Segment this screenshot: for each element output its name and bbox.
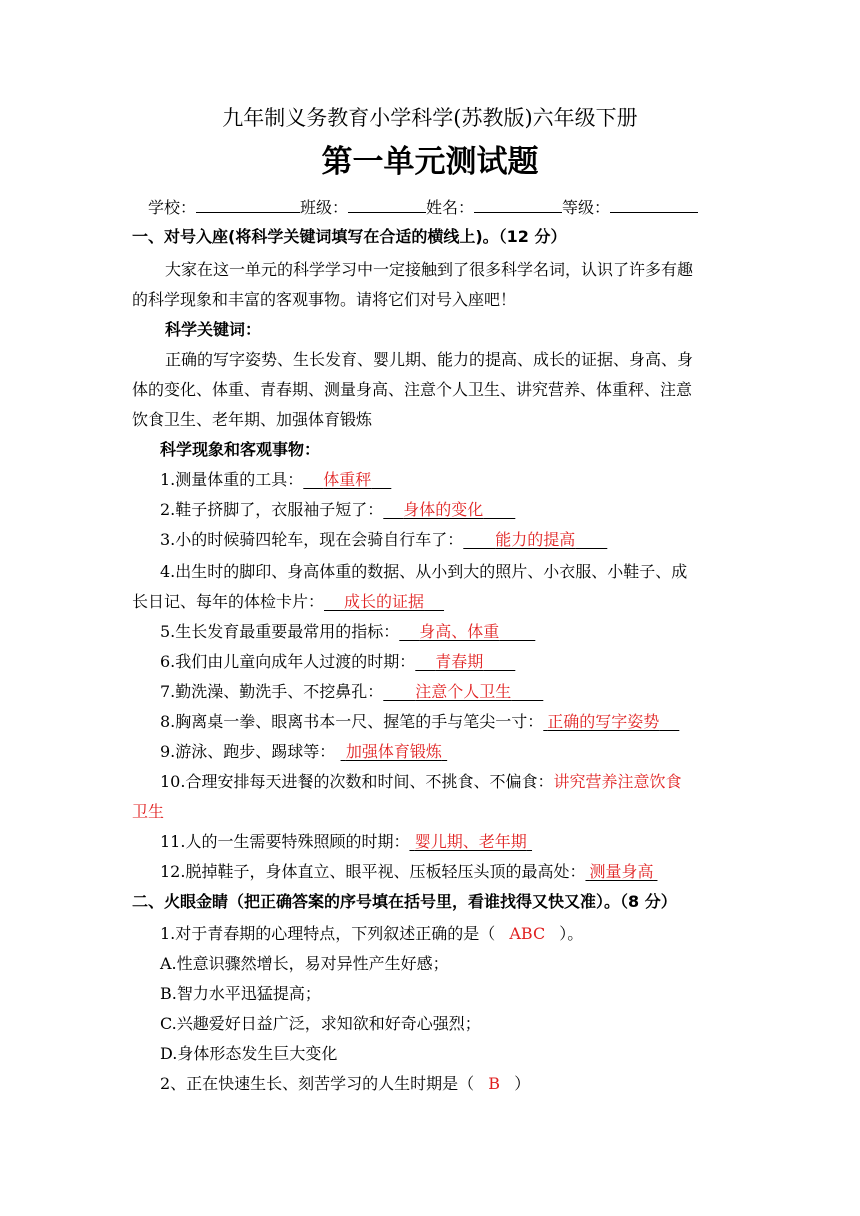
grade-blank[interactable]: [610, 195, 698, 213]
question-text: 10.合理安排每天进餐的次数和时间、不挑食、不偏食：: [160, 772, 554, 791]
question-9: [160, 741, 447, 763]
question-text: 2、正在快速生长、刻苦学习的人生时期是（: [160, 1074, 475, 1093]
question-text: 3.小的时候骑四轮车，现在会骑自行车了：: [160, 530, 464, 549]
keywords-line2: 体的变化、体重、青春期、测量身高、注意个人卫生、讲究营养、体重秤、注意: [132, 380, 693, 399]
question-text: 11.人的一生需要特殊照顾的时期：: [160, 832, 410, 851]
answer-text[interactable]: 讲究营养注意饮食: [553, 772, 682, 791]
question-4: [132, 591, 444, 613]
question-text: 8.胸离桌一拳、眼离书本一尺、握笔的手与笔尖一寸：: [160, 712, 544, 731]
answer-text[interactable]: ABC: [509, 924, 546, 943]
answer-text[interactable]: 成长的证据: [344, 592, 425, 611]
answer-text[interactable]: 正确的写字姿势: [547, 712, 660, 731]
student-info-line: [148, 195, 698, 219]
name-blank[interactable]: [474, 195, 562, 213]
question-1: [160, 469, 391, 491]
answer-text[interactable]: 体重秤: [323, 470, 372, 489]
section2-question-1: [160, 923, 583, 945]
keywords-line3: 饮食卫生、老年期、加强体育锻炼: [132, 410, 373, 429]
keywords-heading: 科学关键词：: [165, 320, 262, 339]
question-10: [160, 771, 681, 793]
grade-label: 等级：: [562, 198, 611, 217]
question-6: [160, 651, 515, 673]
question-text: 1.对于青春期的心理特点，下列叙述正确的是（: [160, 924, 496, 943]
phenomena-heading: 科学现象和客观事物：: [160, 440, 321, 459]
option-a: A.性意识骤然增长，易对异性产生好感；: [160, 954, 449, 973]
question-10-answer-line2: 卫生: [132, 802, 165, 821]
keywords-line1: 正确的写字姿势、生长发育、婴儿期、能力的提高、成长的证据、身高、身: [165, 350, 694, 369]
answer-text[interactable]: 注意个人卫生: [415, 682, 512, 701]
question-end: ）。: [559, 924, 584, 943]
option-c: C.兴趣爱好日益广泛，求知欲和好奇心强烈；: [160, 1014, 481, 1033]
question-text: 9.游泳、跑步、踢球等：: [160, 742, 336, 761]
class-blank[interactable]: [348, 195, 426, 213]
question-text: 长日记、每年的体检卡片：: [132, 592, 325, 611]
question-text: 6.我们由儿童向成年人过渡的时期：: [160, 652, 416, 671]
name-label: 姓名：: [426, 198, 475, 217]
question-7: [160, 681, 543, 703]
worksheet-title: 第一单元测试题: [321, 144, 539, 180]
option-b: B.智力水平迅猛提高；: [160, 984, 321, 1003]
question-end: ）: [514, 1074, 531, 1093]
answer-text[interactable]: 加强体育锻炼: [345, 742, 442, 761]
section1-heading: 一、对号入座(将科学关键词填写在合适的横线上)。（12 分）: [132, 227, 567, 246]
worksheet-subtitle: 九年制义务教育小学科学(苏教版)六年级下册: [222, 106, 638, 130]
question-text: 2.鞋子挤脚了，衣服袖子短了：: [160, 500, 384, 519]
answer-text[interactable]: 青春期: [435, 652, 484, 671]
section2-heading: 二、火眼金睛（把正确答案的序号填在括号里，看谁找得又快又准）。（8 分）: [132, 892, 677, 911]
question-2: [160, 499, 515, 521]
option-d: D.身体形态发生巨大变化: [160, 1044, 338, 1063]
answer-text[interactable]: 能力的提高: [495, 530, 576, 549]
question-5: [160, 621, 535, 643]
question-3: [160, 529, 607, 551]
section1-intro-line1: 大家在这一单元的科学学习中一定接触到了很多科学名词，认识了许多有趣: [165, 260, 694, 279]
question-12: [160, 861, 657, 883]
answer-text[interactable]: B: [488, 1074, 501, 1093]
question-text: 1.测量体重的工具：: [160, 470, 304, 489]
answer-text[interactable]: 测量身高: [589, 862, 654, 881]
section1-intro-line2: 的科学现象和丰富的客观事物。请将它们对号入座吧！: [132, 290, 517, 309]
question-11: [160, 831, 532, 853]
question-text: 5.生长发育最重要最常用的指标：: [160, 622, 400, 641]
class-label: 班级：: [300, 198, 349, 217]
answer-text[interactable]: 身体的变化: [403, 500, 484, 519]
section2-question-2: [160, 1073, 530, 1095]
question-4-line1: 4.出生时的脚印、身高体重的数据、从小到大的照片、小衣服、小鞋子、成: [160, 562, 688, 581]
question-text: 7.勤洗澡、勤洗手、不挖鼻孔：: [160, 682, 384, 701]
school-blank[interactable]: [196, 195, 300, 213]
school-label: 学校：: [148, 198, 197, 217]
question-text: 12.脱掉鞋子，身体直立、眼平视、压板轻压头顶的最高处：: [160, 862, 586, 881]
answer-text[interactable]: 婴儿期、老年期: [414, 832, 527, 851]
answer-text[interactable]: 身高、体重: [419, 622, 500, 641]
question-8: [160, 711, 679, 733]
